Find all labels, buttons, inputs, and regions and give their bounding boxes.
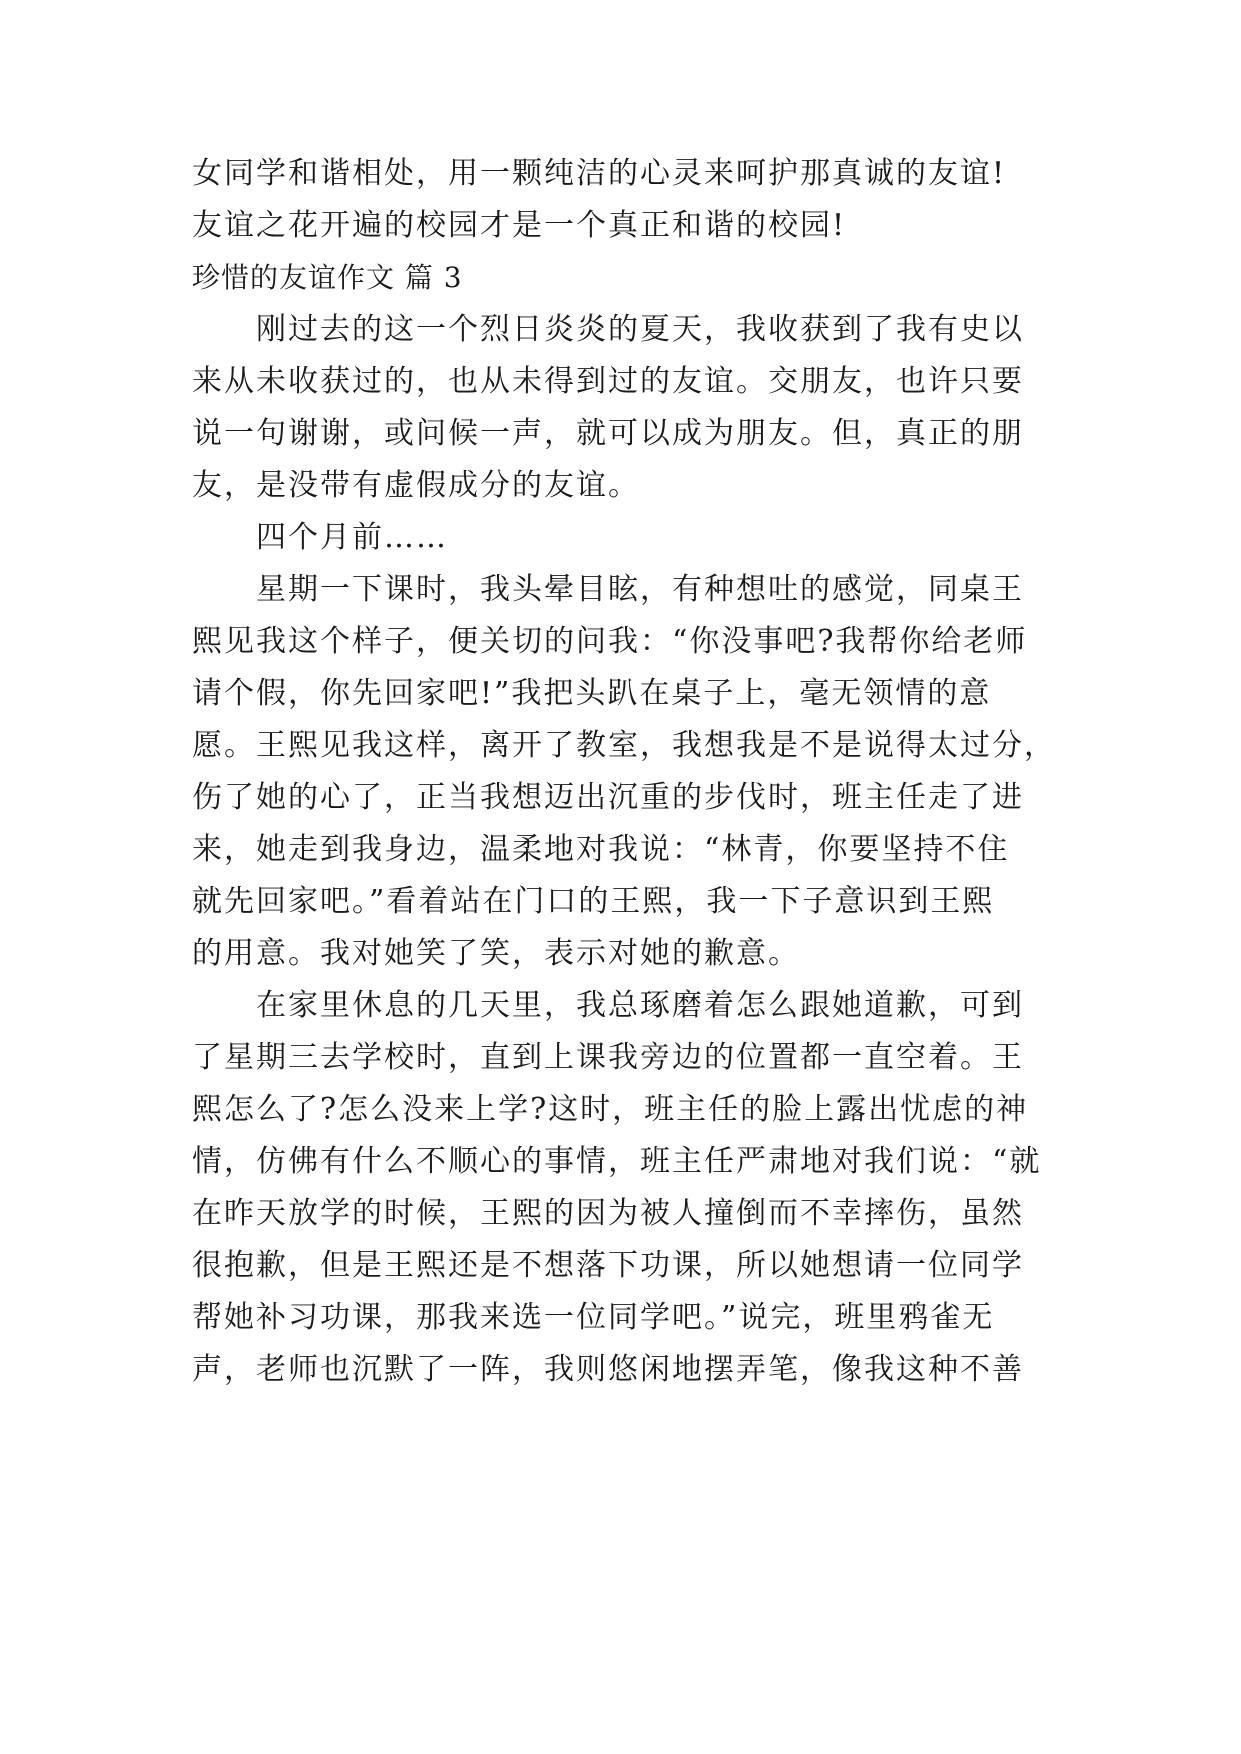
paragraph-line: 在昨天放学的时候，王熙的因为被人撞倒而不幸摔伤，虽然 [192,1196,1024,1231]
text-line: 友谊之花开遍的校园才是一个真正和谐的校园! [192,208,847,243]
paragraph-line: 很抱歉，但是王熙还是不想落下功课，所以她想请一位同学 [192,1248,1024,1283]
text-line: 女同学和谐相处，用一颗纯洁的心灵来呵护那真诚的友谊! [192,156,1007,191]
paragraph-line: 友，是没带有虚假成分的友谊。 [192,468,640,503]
paragraph-line: 星期一下课时，我头晕目眩，有种想吐的感觉，同桌王 [256,572,1024,607]
section-heading: 珍惜的友谊作文 篇 3 [192,261,463,294]
paragraph-line: 情，仿佛有什么不顺心的事情，班主任严肃地对我们说：“就 [192,1144,1042,1179]
paragraph-line: 来，她走到我身边，温柔地对我说：“林青，你要坚持不住 [192,832,1010,867]
paragraph-line: 刚过去的这一个烈日炎炎的夏天，我收获到了我有史以 [256,312,1024,347]
paragraph-line: 就先回家吧。”看着站在门口的王熙，我一下子意识到王熙 [192,884,995,919]
paragraph-line: 声，老师也沉默了一阵，我则悠闲地摆弄笔，像我这种不善 [192,1352,1024,1387]
paragraph-line: 四个月前…… [256,520,448,555]
paragraph-line: 请个假，你先回家吧!”我把头趴在桌子上，毫无领情的意 [192,676,992,711]
paragraph-line: 说一句谢谢，或问候一声，就可以成为朋友。但，真正的朋 [192,416,1024,451]
paragraph-line: 的用意。我对她笑了笑，表示对她的歉意。 [192,936,800,971]
paragraph-line: 来从未收获过的，也从未得到过的友谊。交朋友，也许只要 [192,364,1024,399]
document-page [192,148,1054,1396]
paragraph-line: 愿。王熙见我这样，离开了教室，我想我是不是说得太过分， [192,728,1056,763]
paragraph-line: 帮她补习功课，那我来选一位同学吧。”说完，班里鸦雀无 [192,1300,995,1335]
paragraph-line: 伤了她的心了，正当我想迈出沉重的步伐时，班主任走了进 [192,780,1024,815]
paragraph-line: 熙怎么了?怎么没来上学?这时，班主任的脸上露出忧虑的神 [192,1092,1029,1127]
paragraph-line: 熙见我这个样子，便关切的问我：“你没事吧?我帮你给老师 [192,624,1028,659]
paragraph-line: 在家里休息的几天里，我总琢磨着怎么跟她道歉，可到 [256,988,1024,1023]
paragraph-line: 了星期三去学校时，直到上课我旁边的位置都一直空着。王 [192,1040,1024,1075]
